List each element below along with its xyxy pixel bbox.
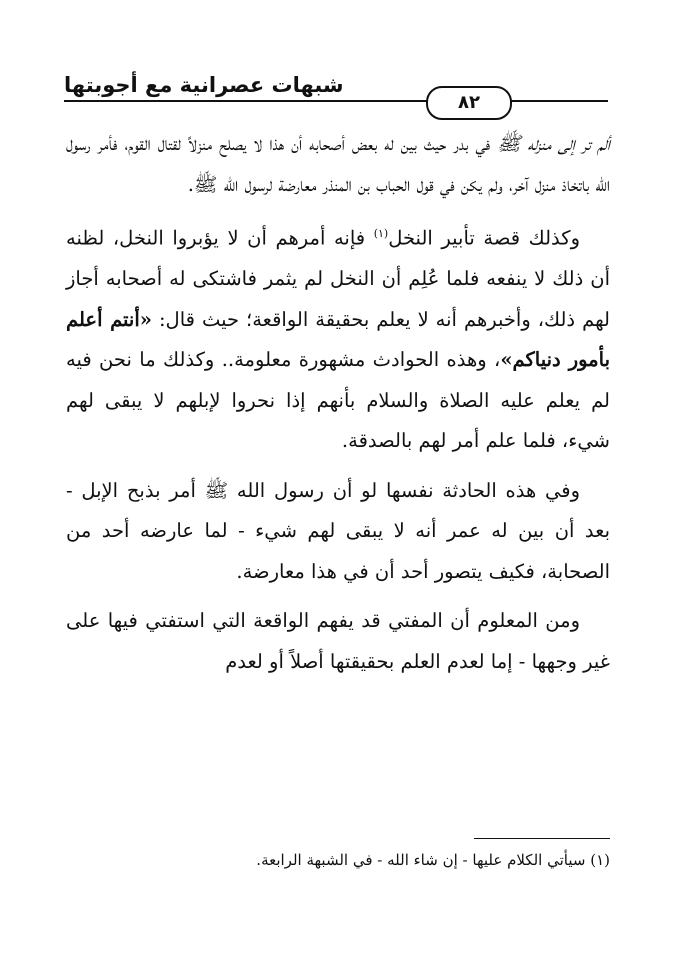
paragraph-1	[66, 124, 610, 205]
footnote-text: سيأتي الكلام عليها - إن شاء الله - في الشبهة الرابعة.	[256, 851, 591, 869]
body-text	[66, 124, 610, 682]
footnote-ref: (١)	[373, 227, 389, 240]
page-number: ٨٢	[426, 86, 512, 120]
paragraph-2	[66, 214, 610, 462]
paragraph-3: وفي هذه الحادثة نفسها لو أن رسول الله ﷺ أمر بذبح الإبل - بعد أن بين له عمر أنه لا يبقى لهم شيء - لما عارضه أحد من الصحابة، فكيف يتصور أحد أن في هذا معارضة.	[66, 478, 610, 583]
header-rule	[64, 100, 608, 102]
footnote	[66, 846, 610, 874]
footnote-number: (١)	[590, 851, 610, 869]
footnote-rule	[474, 838, 610, 839]
paragraph-2-text-b: فإنه أمرهم أن لا يؤبروا النخل، لظنه أن ذلك لا ينفعه فلما عُلِم أن النخل لم يثمر فاشتكى له أصحابه أجاز لهم ذلك، وأخبرهم أنه لا يعلم بحقيقة الواقعة؛ حيث قال:	[66, 226, 610, 331]
paragraph-2-text-c: ، وهذه الحوادث مشهورة معلومة.. وكذلك ما نحن فيه لم يعلم عليه الصلاة والسلام بأنهم إذا نحروا لإبلهم لا يبقى لهم شيء، فلما علم أمر لهم بالصدقة.	[66, 348, 610, 452]
hadith-quote: «أنتم أعلم بأمور دنياكم»	[66, 307, 610, 371]
paragraph-1-text: في بدر حيث بين له بعض أصحابه أن هذا لا يصلح منزلاً لقتال القوم، فأمر رسول الله باتخاذ منزل آخر، ولم يكن في قول الحباب بن المنذر معارضة لرسول الله ﷺ.	[66, 132, 610, 196]
paragraph-4: ومن المعلوم أن المفتي قد يفهم الواقعة التي استفتي فيها على غير وجهها - إما لعدم العلم بحقيقتها أصلاً أو لعدم	[66, 609, 610, 673]
paragraph-2-text-a: وكذلك قصة تأبير النخل	[388, 226, 580, 250]
running-title: شبهات عصرانية مع أجوبتها	[64, 73, 344, 97]
quran-verse: ألم تر إلى منزله ﷺ	[497, 132, 610, 155]
